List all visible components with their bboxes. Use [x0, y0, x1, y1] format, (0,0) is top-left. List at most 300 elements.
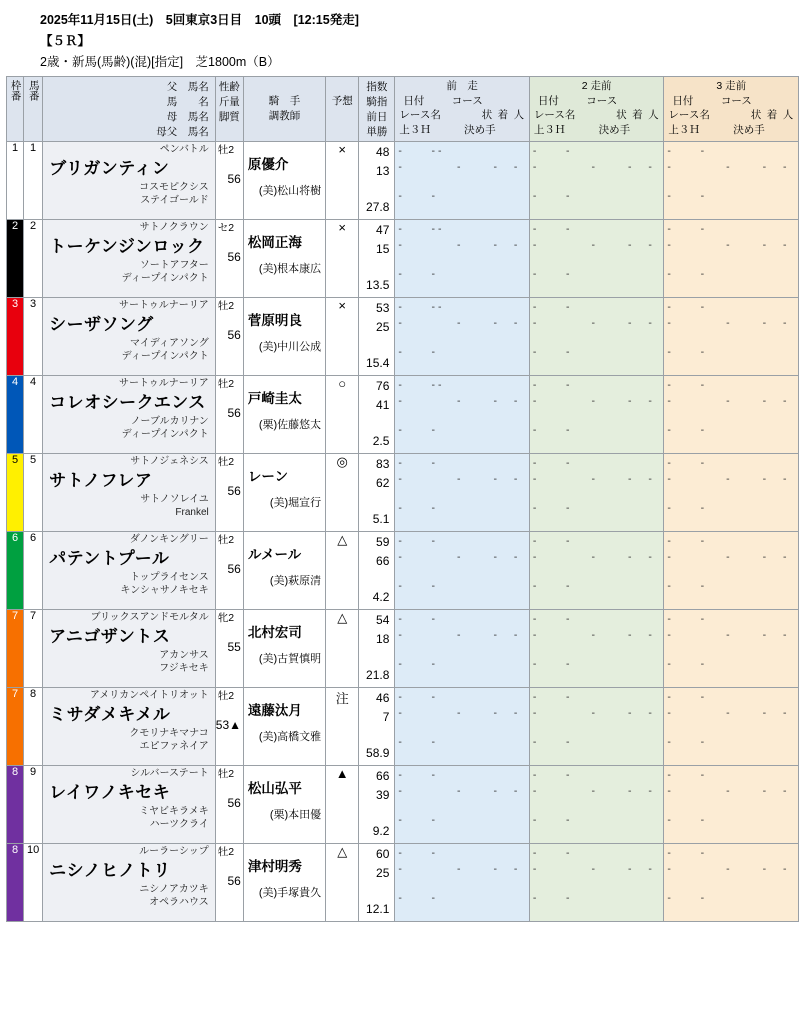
header-run2-nin: 人: [648, 109, 659, 122]
waku-number: 2: [7, 220, 24, 298]
table-row[interactable]: [7, 610, 799, 688]
damsire-name: ハーツクライ: [149, 819, 209, 831]
uma-number: 9: [24, 766, 43, 844]
run-kimete: -: [700, 267, 705, 280]
jockey-cell[interactable]: [243, 610, 325, 688]
run-jo: -: [457, 550, 461, 563]
sex-weight-cell: [215, 766, 243, 844]
run-jo: -: [457, 706, 461, 719]
run-date: -: [532, 535, 537, 547]
header-jockey: [243, 77, 325, 142]
run-racename: -: [667, 550, 671, 563]
header-shisu: [359, 77, 395, 142]
header-run3-title: 3 走前: [716, 80, 747, 92]
jockey-cell[interactable]: [243, 376, 325, 454]
run-chaku: -: [762, 550, 767, 563]
tansho-odds: 15.4: [366, 356, 390, 370]
run-agari: -: [532, 345, 537, 358]
dam-name: ソートアフター: [139, 259, 209, 271]
prediction-mark: △: [326, 610, 359, 688]
kinryo: 56: [227, 249, 241, 264]
header-run1: [395, 77, 530, 142]
header-sexage-label: 性齢: [218, 81, 240, 93]
run-racename: -: [398, 628, 402, 641]
header-run2-agari: 上３Ｈ: [533, 124, 566, 137]
horse-name-cell[interactable]: [43, 766, 216, 844]
run-chaku: -: [628, 238, 632, 251]
run-agari: -: [398, 189, 402, 202]
run-course: -: [700, 847, 705, 859]
run-chaku: -: [762, 160, 767, 173]
run-course: -: [700, 301, 705, 313]
damsire-name: エピファネイア: [139, 741, 209, 753]
header-name: [43, 77, 216, 142]
sex-age: 牡2: [217, 534, 235, 546]
run-date: -: [667, 769, 671, 781]
run-course: -: [700, 691, 705, 703]
header-run1-title: 前 走: [446, 80, 478, 92]
run-jo: -: [726, 394, 730, 407]
jockey-cell[interactable]: [243, 142, 325, 220]
run-kimete: -: [431, 345, 436, 358]
sex-age: 牝2: [217, 612, 235, 624]
header-trainer-label: 調教師: [268, 110, 301, 122]
kinryo: 56: [227, 405, 241, 420]
run-agari: -: [398, 657, 402, 670]
run-racename: -: [667, 238, 671, 251]
sex-weight-cell: [215, 376, 243, 454]
run-chaku: -: [628, 706, 632, 719]
run-cell-2: [529, 454, 664, 532]
shisu-value: 83: [376, 457, 390, 471]
shisu-value: 76: [376, 379, 390, 393]
sex-weight-cell: [215, 298, 243, 376]
waku-number: 7: [7, 688, 24, 766]
horse-name-cell[interactable]: [43, 376, 216, 454]
prediction-mark: 注: [326, 688, 359, 766]
run-jo: -: [457, 472, 461, 485]
run-chaku: -: [493, 160, 498, 173]
table-row[interactable]: [7, 688, 799, 766]
kinryo: 56: [227, 171, 241, 186]
run-date: -: [667, 535, 671, 547]
run-jo: -: [591, 160, 596, 173]
header-horse-label: 馬 名: [166, 96, 209, 108]
run-racename: -: [667, 472, 671, 485]
run-jo: -: [726, 628, 730, 641]
run-chaku: -: [762, 706, 767, 719]
horse-name[interactable]: アニゴザントス: [49, 626, 171, 646]
run-kimete: -: [700, 423, 705, 436]
index-cell: [359, 142, 395, 220]
sex-weight-cell: [215, 688, 243, 766]
uma-number: 2: [24, 220, 43, 298]
run-course: - -: [431, 223, 442, 235]
table-row[interactable]: [7, 142, 799, 220]
run-agari: -: [398, 579, 402, 592]
dam-name: クモリナキマナコ: [129, 727, 209, 739]
run-nin: -: [648, 394, 652, 407]
run-nin: -: [783, 394, 787, 407]
run-chaku: -: [762, 472, 767, 485]
header-run3-racename: レース名: [668, 109, 710, 122]
horse-name-cell[interactable]: [43, 532, 216, 610]
run-course: -: [566, 145, 570, 157]
run-kimete: -: [700, 735, 705, 748]
run-cell-3: [664, 220, 799, 298]
run-cell-1: [395, 142, 530, 220]
run-cell-2: [529, 610, 664, 688]
table-header: [7, 77, 799, 142]
header-jockey-label: 騎 手: [268, 95, 301, 107]
uma-number: 10: [24, 844, 43, 922]
table-row[interactable]: [7, 454, 799, 532]
run-cell-1: [395, 454, 530, 532]
run-cell-1: [395, 532, 530, 610]
sex-age: 牡2: [217, 300, 235, 312]
run-agari: -: [532, 891, 537, 904]
sire-name: サートゥルナーリア: [119, 378, 209, 389]
run-racename: -: [398, 550, 402, 563]
trainer-name: (栗)本田優: [269, 808, 322, 821]
run-chaku: -: [493, 316, 498, 329]
table-row[interactable]: [7, 844, 799, 922]
jockey-name[interactable]: ルメール: [247, 547, 302, 562]
run-cell-3: [664, 766, 799, 844]
run-kimete: -: [566, 423, 570, 436]
run-cell-2: [529, 220, 664, 298]
run-date: -: [532, 691, 537, 703]
run-cell-2: [529, 142, 664, 220]
shisu-value: 59: [376, 535, 390, 549]
jockey-name[interactable]: 津村明秀: [247, 859, 302, 874]
run-agari: -: [667, 579, 671, 592]
sex-weight-cell: [215, 844, 243, 922]
run-racename: -: [667, 394, 671, 407]
run-chaku: -: [628, 862, 632, 875]
damsire-name: ディープインパクト: [121, 429, 209, 441]
jockey-name[interactable]: 原優介: [247, 157, 289, 172]
run-cell-3: [664, 298, 799, 376]
horse-name-cell[interactable]: [43, 610, 216, 688]
run-cell-2: [529, 844, 664, 922]
jockey-name[interactable]: レーン: [247, 469, 289, 484]
run-nin: -: [648, 472, 652, 485]
run-chaku: -: [493, 628, 498, 641]
dam-name: トップライセンス: [129, 571, 209, 583]
horse-name-cell[interactable]: [43, 688, 216, 766]
header-sex-weight: [215, 77, 243, 142]
jockey-name[interactable]: 遠藤汰月: [247, 703, 302, 718]
run-jo: -: [457, 628, 461, 641]
run-nin: -: [513, 628, 518, 641]
trainer-name: (栗)佐藤悠太: [258, 418, 322, 431]
sire-name: ダノンキングリー: [129, 534, 209, 545]
damsire-name: ステイゴールド: [140, 195, 209, 207]
run-agari: -: [532, 267, 537, 280]
run-date: -: [532, 223, 537, 235]
horse-name-cell[interactable]: [43, 298, 216, 376]
run-cell-2: [529, 298, 664, 376]
waku-number: 8: [7, 844, 24, 922]
damsire-name: Frankel: [175, 507, 209, 519]
run-racename: -: [398, 472, 402, 485]
header-run2-title: 2 走前: [581, 80, 612, 92]
run-course: -: [700, 613, 705, 625]
jockey-cell[interactable]: [243, 220, 325, 298]
uma-number: 3: [24, 298, 43, 376]
prediction-mark: △: [326, 844, 359, 922]
index-cell: [359, 298, 395, 376]
jockey-name[interactable]: 松山弘平: [247, 781, 302, 796]
run-nin: -: [513, 472, 518, 485]
run-agari: -: [667, 657, 671, 670]
jockey-cell[interactable]: [243, 844, 325, 922]
run-jo: -: [591, 238, 596, 251]
damsire-name: ディープインパクト: [121, 351, 209, 363]
trainer-name: (美)高橋文雅: [258, 730, 322, 743]
entry-table: [6, 76, 799, 922]
run-date: -: [667, 691, 671, 703]
dam-name: ノーブルカリナン: [130, 415, 209, 427]
run-chaku: -: [493, 706, 498, 719]
table-body: [7, 142, 799, 922]
run-kimete: -: [431, 813, 436, 826]
table-row[interactable]: [7, 766, 799, 844]
run-chaku: -: [493, 472, 498, 485]
run-kimete: -: [566, 501, 570, 514]
horse-name[interactable]: シーザソング: [49, 314, 154, 334]
kinryo: 56: [227, 327, 241, 342]
jockey-name[interactable]: 戸崎圭太: [247, 391, 302, 406]
horse-name[interactable]: パテントプール: [49, 548, 170, 568]
run-chaku: -: [762, 862, 767, 875]
kishi-value: 18: [376, 632, 390, 646]
dam-name: コスモピクシス: [139, 181, 209, 193]
tansho-odds: 9.2: [372, 824, 390, 838]
run-jo: -: [726, 238, 730, 251]
run-kimete: -: [700, 189, 705, 202]
run-date: -: [667, 847, 671, 859]
run-nin: -: [783, 472, 787, 485]
shisu-value: 47: [376, 223, 390, 237]
run-nin: -: [783, 238, 787, 251]
header-run1-course: コース: [451, 94, 483, 107]
shisu-value: 60: [376, 847, 390, 861]
header-run3-nin: 人: [782, 109, 794, 122]
header-run2-course: コース: [586, 94, 618, 107]
run-jo: -: [591, 316, 596, 329]
run-chaku: -: [628, 472, 632, 485]
run-jo: -: [726, 706, 730, 719]
dam-name: ニシノアカツキ: [139, 883, 209, 895]
index-cell: [359, 532, 395, 610]
jockey-cell[interactable]: [243, 688, 325, 766]
run-date: -: [398, 613, 402, 625]
run-cell-3: [664, 454, 799, 532]
run-course: -: [566, 457, 570, 469]
run-jo: -: [726, 550, 730, 563]
header-yoso-label: 予想: [331, 95, 353, 107]
run-racename: -: [667, 160, 671, 173]
run-cell-1: [395, 220, 530, 298]
index-cell: [359, 610, 395, 688]
kinryo: 56: [227, 483, 241, 498]
table-row[interactable]: [7, 532, 799, 610]
table-row[interactable]: [7, 220, 799, 298]
horse-name-cell[interactable]: [43, 220, 216, 298]
trainer-name: (美)萩原清: [269, 574, 322, 587]
header-zenjitsu-label: 前日: [366, 111, 388, 123]
prediction-mark: ×: [326, 142, 359, 220]
header-run3-date: 日付: [672, 94, 694, 107]
kinryo: 53▲: [215, 717, 241, 732]
run-chaku: -: [493, 862, 498, 875]
sire-name: シルバーステート: [130, 768, 209, 779]
prediction-mark: ×: [326, 298, 359, 376]
waku-number: 6: [7, 532, 24, 610]
run-agari: -: [398, 891, 402, 904]
horse-name-cell[interactable]: [43, 844, 216, 922]
run-course: -: [700, 535, 705, 547]
jockey-name[interactable]: 菅原明良: [247, 313, 302, 328]
run-racename: -: [667, 628, 671, 641]
run-nin: -: [648, 628, 652, 641]
header-run2-jo: 状: [616, 109, 627, 122]
horse-name[interactable]: サトノフレア: [49, 470, 153, 490]
run-date: -: [667, 145, 671, 157]
kishi-value: 25: [376, 320, 390, 334]
horse-name[interactable]: ブリガンティン: [49, 158, 170, 178]
run-date: -: [532, 457, 537, 469]
dam-name: ミヤビキラメキ: [139, 805, 209, 817]
horse-name[interactable]: コレオシークエンス: [49, 392, 206, 412]
header-run1-agari: 上３Ｈ: [399, 124, 431, 137]
run-date: -: [398, 223, 402, 235]
run-jo: -: [591, 394, 596, 407]
run-nin: -: [513, 160, 518, 173]
run-course: -: [700, 379, 705, 391]
damsire-name: オペラハウス: [149, 897, 209, 909]
run-chaku: -: [628, 628, 632, 641]
run-racename: -: [532, 706, 537, 719]
run-chaku: -: [493, 394, 498, 407]
uma-number: 4: [24, 376, 43, 454]
run-kimete: -: [431, 579, 436, 592]
run-course: -: [566, 379, 570, 391]
run-cell-1: [395, 844, 530, 922]
run-date: -: [398, 457, 402, 469]
run-cell-1: [395, 298, 530, 376]
run-course: -: [700, 145, 705, 157]
run-date: -: [398, 145, 402, 157]
run-jo: -: [591, 628, 596, 641]
run-kimete: -: [431, 423, 436, 436]
kishi-value: 41: [376, 398, 390, 412]
trainer-name: (美)堀宣行: [269, 496, 322, 509]
run-cell-3: [664, 376, 799, 454]
run-date: -: [532, 613, 537, 625]
header-damsire-label: 母父 馬名: [156, 126, 209, 138]
jockey-name[interactable]: 北村宏司: [247, 625, 302, 640]
sire-name: ブリックスアンドモルタル: [90, 612, 209, 623]
header-kishi-label: 騎指: [366, 96, 388, 108]
run-agari: -: [532, 423, 537, 436]
sex-weight-cell: [215, 220, 243, 298]
run-jo: -: [726, 472, 730, 485]
horse-name[interactable]: ニシノヒノトリ: [49, 860, 171, 880]
run-agari: -: [667, 423, 671, 436]
run-agari: -: [667, 345, 671, 358]
run-chaku: -: [762, 628, 767, 641]
horse-name-cell[interactable]: [43, 142, 216, 220]
run-kimete: -: [431, 189, 436, 202]
run-kimete: -: [700, 891, 705, 904]
jockey-name[interactable]: 松岡正海: [247, 235, 302, 250]
index-cell: [359, 766, 395, 844]
run-nin: -: [783, 784, 787, 797]
run-racename: -: [398, 706, 402, 719]
horse-name[interactable]: トーケンジンロック: [49, 236, 205, 256]
run-course: -: [700, 769, 705, 781]
run-chaku: -: [628, 784, 632, 797]
jockey-cell[interactable]: [243, 532, 325, 610]
run-date: -: [667, 457, 671, 469]
run-course: -: [566, 301, 570, 313]
waku-number: 8: [7, 766, 24, 844]
run-nin: -: [648, 862, 652, 875]
run-jo: -: [591, 706, 596, 719]
horse-name[interactable]: レイワノキセキ: [49, 782, 171, 802]
kinryo: 56: [227, 561, 241, 576]
header-run1-date: 日付: [403, 94, 425, 107]
run-course: -: [700, 457, 705, 469]
header-sire-label: 父 馬名: [166, 81, 209, 93]
table-row[interactable]: [7, 376, 799, 454]
jockey-cell[interactable]: [243, 454, 325, 532]
run-cell-2: [529, 766, 664, 844]
waku-number: 3: [7, 298, 24, 376]
prediction-mark: △: [326, 532, 359, 610]
run-jo: -: [457, 784, 461, 797]
run-chaku: -: [628, 394, 632, 407]
run-agari: -: [398, 345, 402, 358]
dam-name: アカンサス: [159, 649, 209, 661]
run-kimete: -: [566, 735, 570, 748]
run-course: -: [700, 223, 705, 235]
run-agari: -: [667, 189, 671, 202]
jockey-cell[interactable]: [243, 298, 325, 376]
table-row[interactable]: [7, 298, 799, 376]
sex-age: 牡2: [217, 456, 235, 468]
horse-name[interactable]: ミサダメキメル: [49, 704, 171, 724]
kinryo: 55: [227, 639, 241, 654]
header-run3-kimete: 決め手: [733, 124, 765, 137]
kishi-value: 62: [376, 476, 390, 490]
run-date: -: [532, 379, 537, 391]
sex-age: 牡2: [217, 378, 235, 390]
run-course: - -: [431, 145, 442, 157]
run-nin: -: [783, 550, 787, 563]
header-shisu-label: 指数: [366, 81, 388, 93]
run-jo: -: [591, 472, 596, 485]
horse-name-cell[interactable]: [43, 454, 216, 532]
sire-name: アメリカンペイトリオット: [89, 690, 209, 701]
index-cell: [359, 844, 395, 922]
run-course: -: [431, 457, 436, 469]
jockey-cell[interactable]: [243, 766, 325, 844]
run-jo: -: [726, 316, 730, 329]
